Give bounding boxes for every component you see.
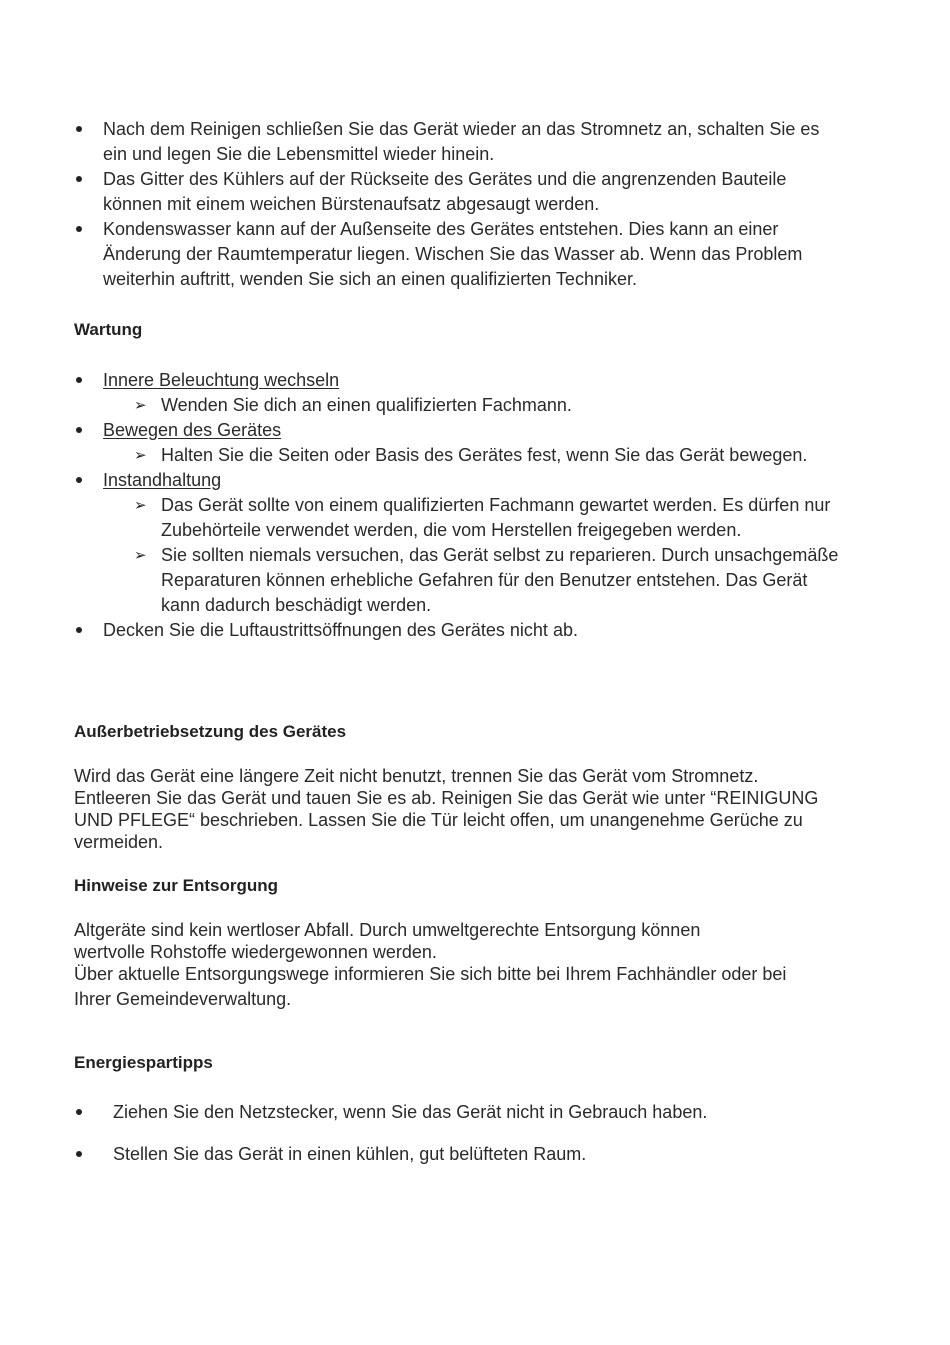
list-item	[74, 368, 844, 418]
sub-list-item: ➢ Halten Sie die Seiten oder Basis des Gerätes fest, wenn Sie das Gerät bewegen.	[132, 443, 844, 468]
wartung-item-title: Bewegen des Gerätes	[103, 420, 282, 440]
list-item	[74, 468, 844, 618]
list-item: Nach dem Reinigen schließen Sie das Gerät wieder an das Stromnetz an, schalten Sie es ein und legen Sie die Lebensmittel wieder hinein.	[74, 117, 844, 167]
arrow-bullet-icon: ➢	[134, 447, 147, 464]
entsorgung-paragraph: Altgeräte sind kein wertloser Abfall. Durch umweltgerechte Entsorgung können wertvolle Rohstoffe wiedergewonnen werden.	[74, 920, 701, 962]
list-item: Kondenswasser kann auf der Außenseite des Gerätes entstehen. Dies kann an einer Änderung der Raumtemperatur liegen. Wischen Sie das Wasser ab. Wenn das Problem weiterhin auftritt, wenden Sie sich an einen qualifizierten Techniker.	[74, 217, 844, 292]
list-item	[74, 418, 844, 468]
wartung-item-title: Innere Beleuchtung wechseln	[103, 370, 340, 390]
bullet-icon	[76, 477, 82, 483]
wartung-list	[74, 368, 844, 643]
sub-list	[103, 443, 844, 468]
cleaning-bullet-list	[74, 117, 844, 292]
bullet-icon	[76, 1151, 82, 1157]
arrow-bullet-icon: ➢	[134, 547, 147, 564]
list-item: Stellen Sie das Gerät in einen kühlen, gut belüfteten Raum.	[74, 1142, 586, 1167]
section-heading-ausserbetrieb: Außerbetriebsetzung des Gerätes	[74, 722, 347, 741]
energie-list	[74, 1142, 586, 1167]
list-item: Decken Sie die Luftaustrittsöffnungen des Gerätes nicht ab.	[74, 618, 844, 643]
wartung-item-title: Instandhaltung	[103, 470, 222, 490]
entsorgung-paragraph-2: Über aktuelle Entsorgungswege informieren Sie sich bitte bei Ihrem Fachhändler oder bei Ihrer Gemeindeverwaltung.	[74, 964, 787, 1009]
ausserbetrieb-paragraph: Wird das Gerät eine längere Zeit nicht benutzt, trennen Sie das Gerät vom Stromnetz. Entleeren Sie das Gerät und tauen Sie es ab. Reinigen Sie das Gerät wie unter “REINIGUNG UND PFLEGE“ beschrieben. Lassen Sie die Tür leicht offen, um unangenehme Gerüche zu vermeiden.	[74, 766, 819, 852]
bullet-icon	[76, 126, 82, 132]
section-heading-entsorgung: Hinweise zur Entsorgung	[74, 876, 279, 895]
arrow-bullet-icon: ➢	[134, 397, 147, 414]
sub-list-item: ➢ Das Gerät sollte von einem qualifizierten Fachmann gewartet werden. Es dürfen nur Zubehörteile verwendet werden, die vom Herstellen freigegeben werden.	[134, 495, 831, 540]
bullet-icon	[76, 627, 82, 633]
section-heading-energie: Energiespartipps	[74, 1053, 213, 1072]
section-heading-wartung: Wartung	[74, 320, 143, 339]
sub-list-item: ➢ Wenden Sie dich an einen qualifizierten Fachmann.	[132, 393, 844, 418]
energie-list	[74, 1100, 707, 1125]
bullet-icon	[76, 1109, 82, 1115]
bullet-icon	[76, 176, 82, 182]
list-item: Ziehen Sie den Netzstecker, wenn Sie das Gerät nicht in Gebrauch haben.	[74, 1100, 707, 1125]
list-item: Das Gitter des Kühlers auf der Rückseite des Gerätes und die angrenzenden Bauteile können mit einem weichen Bürstenaufsatz abgesaugt werden.	[74, 167, 844, 217]
arrow-bullet-icon: ➢	[134, 497, 147, 514]
sub-list-item: ➢ Sie sollten niemals versuchen, das Gerät selbst zu reparieren. Durch unsachgemäße Reparaturen können erhebliche Gefahren für den Benutzer entstehen. Das Gerät kann dadurch beschädigt werden.	[134, 545, 839, 615]
bullet-icon	[76, 226, 82, 232]
sub-list	[103, 393, 844, 418]
bullet-icon	[76, 427, 82, 433]
bullet-icon	[76, 377, 82, 383]
sub-list	[103, 493, 844, 618]
